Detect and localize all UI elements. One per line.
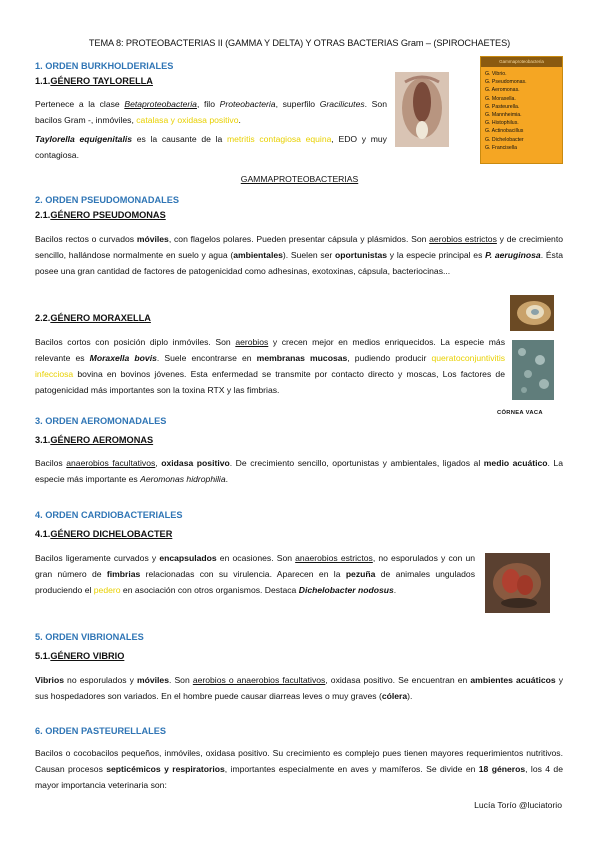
author-footer: Lucía Torío @luciatorio	[474, 800, 562, 810]
order-heading-pseudomonadales: 2. ORDEN PSEUDOMONADALES	[35, 195, 179, 205]
legend-item: G. Pseudomonas.	[485, 79, 527, 86]
order-heading-vibrionales: 5. ORDEN VIBRIONALES	[35, 632, 144, 642]
order-heading-cardiobacteriales: 4. ORDEN CARDIOBACTERIALES	[35, 510, 183, 520]
taylorella-paragraph-2: Taylorella equigenitalis es la causante de la metritis contagiosa equina, EDO y muy contagiosa.	[35, 134, 387, 160]
legend-item: G. Dichelobacter	[485, 136, 524, 143]
gammaproteobacterias-heading: GAMMAPROTEOBACTERIAS	[240, 174, 359, 184]
vibrio-paragraph: Vibrios no esporulados y móviles. Son aerobios o anaerobios facultativos, oxidasa positivo. Se encuentran en ambientes acuáticos y sus hospedadores son variados. En el hombre puede causar diarreas leves o muy graves (cólera).	[35, 675, 564, 701]
dichelobacter-paragraph: Bacilos ligeramente curvados y encapsulados en ocasiones. Son anaerobios estrictos, no esporulados y con un gran número de fimbrias relacionadas con su virulencia. Aparecen en la pezuña de animales ungulados produciendo el pedero en asociación con otros organismos. Destaca Dichelobacter nodosus.	[35, 553, 476, 595]
genus-heading-aeromonas: 3.1.GÉNERO AEROMONAS	[35, 435, 154, 445]
legend-item: G. Mannheimia.	[485, 112, 522, 119]
genus-heading-taylorella	[35, 76, 153, 86]
hoof-photo	[485, 553, 550, 613]
genus-heading-pseudomonas: 2.1.GÉNERO PSEUDOMONAS	[35, 210, 166, 220]
cornea-caption: CÓRNEA VACA	[497, 410, 543, 416]
genus-heading-dichelobacter: 4.1.GÉNERO DICHELOBACTER	[35, 529, 173, 539]
gammaproteobacteria-legend-box	[480, 56, 563, 164]
legend-item: G. Actinobacillus	[485, 128, 524, 135]
legend-item: G. Pasteurella.	[485, 103, 520, 110]
cow-eye-photo	[510, 295, 554, 331]
legend-item: G. Vibrio.	[485, 71, 507, 77]
legend-list	[485, 70, 562, 152]
pasteurellales-paragraph: Bacilos o cocobacilos pequeños, inmóviles, oxidasa positivo. Su crecimiento es complejo pues tienen mayores requerimientos nutritivos. Causan procesos septicémicos y respiratorios, importantes especialmente en aves y mamíferos. Se divide en 18 géneros, los 4 de mayor importancia veterinaria son:	[35, 748, 563, 790]
page-title: TEMA 8: PROTEOBACTERIAS II (GAMMA Y DELTA) Y OTRAS BACTERIAS Gram – (SPIROCHAETES)	[88, 38, 511, 48]
genus-heading-vibrio: 5.1.GÉNERO VIBRIO	[35, 651, 125, 661]
legend-item: G. Francisella	[485, 144, 517, 151]
moraxella-microscopy-photo	[512, 340, 554, 400]
legend-item: G. Aeromonas.	[485, 87, 520, 94]
taylorella-equine-photo	[395, 72, 449, 147]
pseudomonas-paragraph: Bacilos rectos o curvados móviles, con flagelos polares. Pueden presentar cápsula y plásmidos. Son aerobios estrictos y de crecimiento sencillo, hallándose normalmente en suelo y agua (ambientales). Suelen ser oportunistas y la especie principal es P. aeruginosa. Ésta posee una gran cantidad de factores de patogenicidad como adhesinas, exotoxinas, cápsula, bacteriocinas...	[35, 234, 564, 276]
legend-title: Gammaproteobacteria	[499, 59, 544, 64]
legend-header	[481, 57, 562, 67]
genus-heading-moraxella: 2.2.GÉNERO MORAXELLA	[35, 313, 151, 323]
aeromonas-paragraph: Bacilos anaerobios facultativos, oxidasa positivo. De crecimiento sencillo, oportunistas y ambientales, ligados al medio acuático. La especie más importante es Aeromonas hidrophilia.	[35, 458, 563, 484]
moraxella-paragraph: Bacilos cortos con posición diplo inmóviles. Son aerobios y crecen mejor en medios enriquecidos. La especie más relevante es Moraxella bovis. Suele encontrarse en membranas mucosas, pudiendo producir queratoconjuntivitis infecciosa bovina en bovinos jóvenes. Esta enfermedad se transmite por contacto directo y moscas, Los factores de patogenicidad más importantes son la toxina RTX y las fimbrias.	[35, 337, 506, 395]
legend-item: G. Histophilus.	[485, 120, 519, 127]
legend-item: G. Moraxella.	[485, 95, 516, 102]
genus-name: GÉNERO TAYLORELLA	[50, 76, 153, 86]
order-heading-burkholderiales: 1. ORDEN BURKHOLDERIALES	[35, 61, 174, 71]
taylorella-paragraph-1: Pertenece a la clase Betaproteobacteria, filo Proteobacteria, superfilo Gracilicutes. Son bacilos Gram -, inmóviles, catalasa y oxidasa positivo.	[35, 99, 387, 125]
order-heading-pasteurellales: 6. ORDEN PASTEURELLALES	[35, 726, 167, 736]
order-heading-aeromonadales: 3. ORDEN AEROMONADALES	[35, 416, 167, 426]
genus-number: 1.1.	[35, 76, 51, 86]
